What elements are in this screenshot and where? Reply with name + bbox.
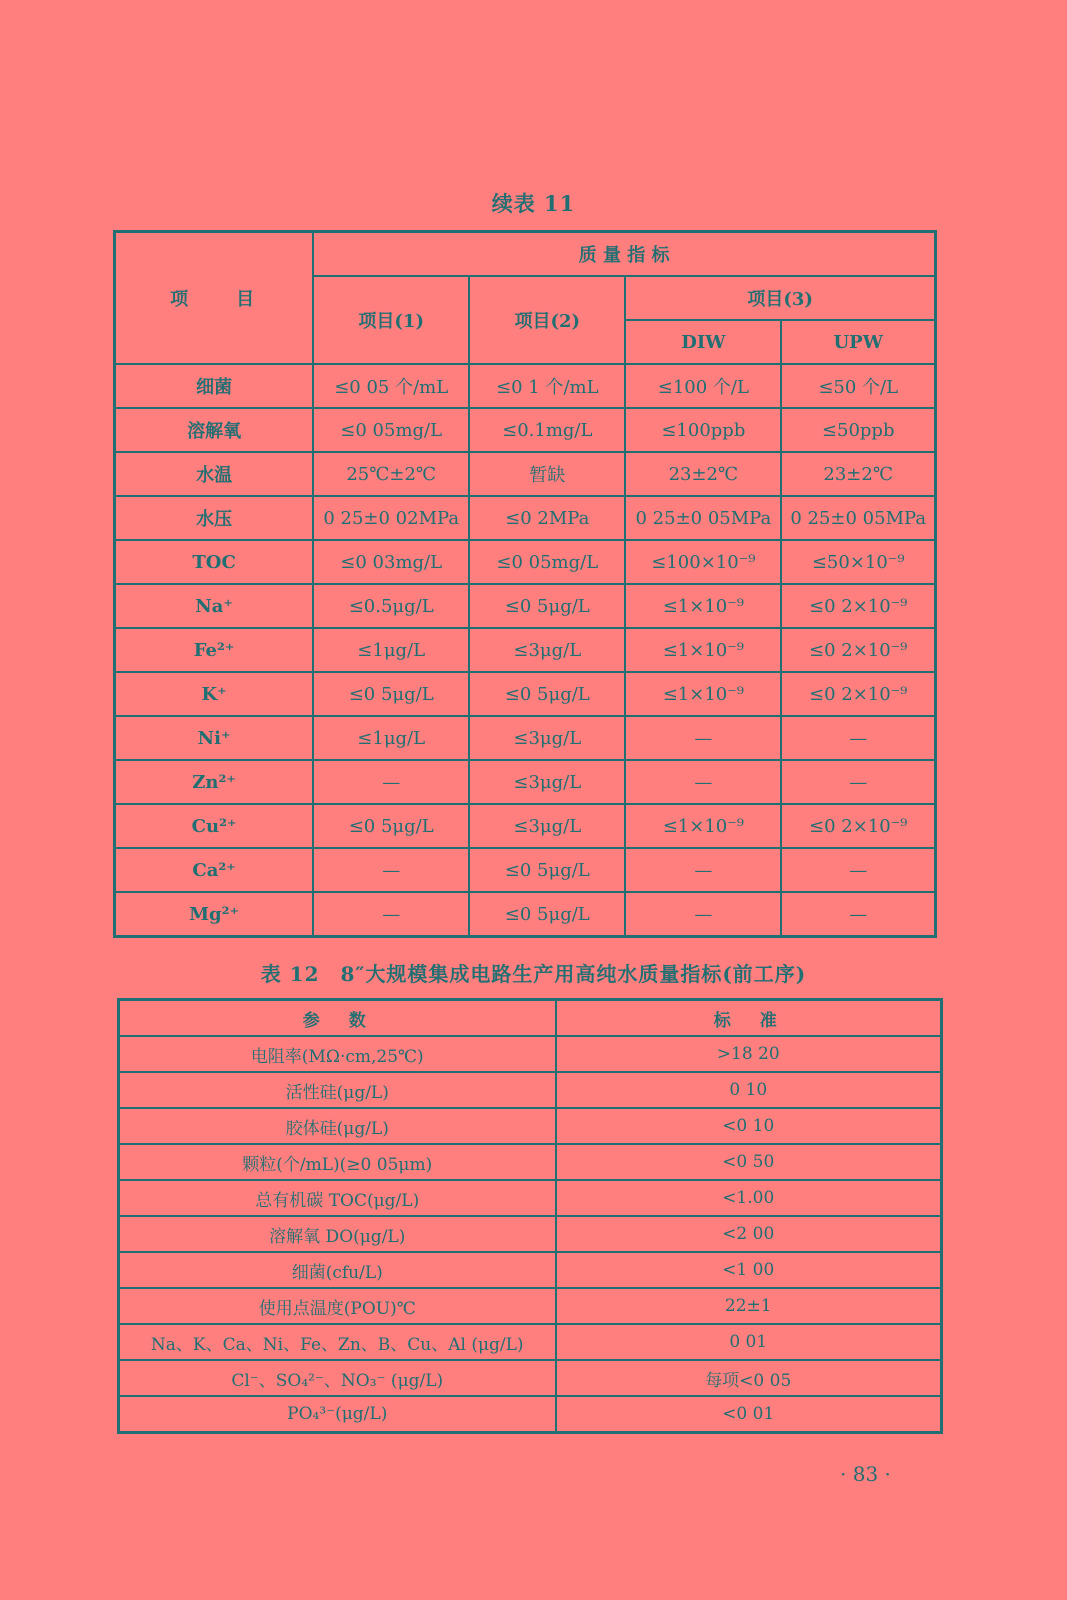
table11-title: 续表 11 [491,191,576,216]
cell-diw: ≤100 个/L [625,364,781,408]
cell-diw: — [625,848,781,892]
cell-col2: ≤3μg/L [469,716,625,760]
cell-diw: — [625,760,781,804]
row-item: 水温 [115,452,314,496]
cell-col2: ≤0 5μg/L [469,848,625,892]
cell-std: 0 01 [556,1324,942,1360]
cell-std: <0 01 [556,1396,942,1433]
table-row [119,1144,942,1180]
table-row [119,1288,942,1324]
table-row [119,1036,942,1072]
cell-param: 使用点温度(POU)℃ [119,1288,556,1324]
cell-col2: ≤3μg/L [469,760,625,804]
cell-diw: ≤1×10⁻⁹ [625,584,781,628]
cell-col2: ≤3μg/L [469,628,625,672]
cell-upw: ≤0 2×10⁻⁹ [781,804,935,848]
header-diw: DIW [625,320,781,364]
cell-upw: — [781,760,935,804]
cell-col1: ≤0 03mg/L [313,540,469,584]
header-col1: 项目(1) [313,276,469,364]
row-item: Cu²⁺ [115,804,314,848]
cell-upw: ≤0 2×10⁻⁹ [781,672,935,716]
cell-upw: — [781,892,935,937]
cell-diw: — [625,892,781,937]
cell-col2: ≤3μg/L [469,804,625,848]
table-row [119,1072,942,1108]
table-row [115,672,936,716]
cell-col1: ≤0.5μg/L [313,584,469,628]
row-item: Na⁺ [115,584,314,628]
cell-param: 细菌(cfu/L) [119,1252,556,1288]
table-row [115,408,936,452]
cell-col1: ≤0 05mg/L [313,408,469,452]
cell-col1: — [313,760,469,804]
cell-upw: ≤0 2×10⁻⁹ [781,584,935,628]
cell-std: <1.00 [556,1180,942,1216]
table11-body [115,232,936,937]
page-number: · 83 · [840,1462,891,1486]
table-row [115,452,936,496]
cell-diw: 0 25±0 05MPa [625,496,781,540]
cell-param: 胶体硅(μg/L) [119,1108,556,1144]
cell-std: <0 50 [556,1144,942,1180]
header-col2: 项目(2) [469,276,625,364]
cell-std: >18 20 [556,1036,942,1072]
header-col3: 项目(3) [625,276,935,320]
cell-diw: ≤100ppb [625,408,781,452]
cell-col1: 25℃±2℃ [313,452,469,496]
table-row [119,1108,942,1144]
cell-col2: ≤0.1mg/L [469,408,625,452]
cell-diw: ≤1×10⁻⁹ [625,672,781,716]
table-row [119,1180,942,1216]
cell-diw: ≤1×10⁻⁹ [625,628,781,672]
cell-upw: 23±2℃ [781,452,935,496]
cell-col2: 暂缺 [469,452,625,496]
table-row [115,892,936,937]
row-item: Fe²⁺ [115,628,314,672]
cell-upw: ≤0 2×10⁻⁹ [781,628,935,672]
header-quality: 质 量 指 标 [313,232,935,277]
cell-diw: ≤1×10⁻⁹ [625,804,781,848]
cell-upw: — [781,848,935,892]
table-row [115,716,936,760]
table-row [115,540,936,584]
cell-col2: ≤0 5μg/L [469,584,625,628]
cell-col1: ≤0 5μg/L [313,804,469,848]
cell-std: 0 10 [556,1072,942,1108]
table-row [115,496,936,540]
row-item: 水压 [115,496,314,540]
cell-diw: — [625,716,781,760]
cell-upw: ≤50ppb [781,408,935,452]
cell-upw: ≤50×10⁻⁹ [781,540,935,584]
cell-std: <2 00 [556,1216,942,1252]
cell-std: 22±1 [556,1288,942,1324]
cell-col1: ≤0 05 个/mL [313,364,469,408]
cell-param: 电阻率(MΩ·cm,25℃) [119,1036,556,1072]
table-row [115,760,936,804]
cell-param: 颗粒(个/mL)(≥0 05μm) [119,1144,556,1180]
cell-param: Na、K、Ca、Ni、Fe、Zn、B、Cu、Al (μg/L) [119,1324,556,1360]
table-row [115,628,936,672]
table12 [117,998,943,1434]
table11-header-row-1 [115,232,936,277]
cell-param: 溶解氧 DO(μg/L) [119,1216,556,1252]
table-row [115,804,936,848]
header-upw: UPW [781,320,935,364]
cell-col1: — [313,848,469,892]
cell-col1: — [313,892,469,937]
row-item: Zn²⁺ [115,760,314,804]
cell-param: Cl⁻、SO₄²⁻、NO₃⁻ (μg/L) [119,1360,556,1396]
table-row [115,584,936,628]
table-row [119,1252,942,1288]
cell-diw: 23±2℃ [625,452,781,496]
table12-header-row [119,1000,942,1037]
header-std: 标 准 [556,1000,942,1037]
row-item: K⁺ [115,672,314,716]
row-item: Ca²⁺ [115,848,314,892]
table-row [119,1216,942,1252]
table-row [115,364,936,408]
table11 [113,230,937,938]
cell-std: <0 10 [556,1108,942,1144]
cell-std: <1 00 [556,1252,942,1288]
cell-col1: ≤1μg/L [313,716,469,760]
row-item: TOC [115,540,314,584]
row-item: Ni⁺ [115,716,314,760]
cell-upw: ≤50 个/L [781,364,935,408]
cell-upw: — [781,716,935,760]
row-item: 溶解氧 [115,408,314,452]
cell-col1: ≤0 5μg/L [313,672,469,716]
table-row [119,1360,942,1396]
table12-title: 表 12 8″大规模集成电路生产用高纯水质量指标(前工序) [260,962,807,986]
cell-param: PO₄³⁻(μg/L) [119,1396,556,1433]
table-row [115,848,936,892]
cell-param: 活性硅(μg/L) [119,1072,556,1108]
cell-col2: ≤0 5μg/L [469,892,625,937]
row-item: 细菌 [115,364,314,408]
cell-std: 每项<0 05 [556,1360,942,1396]
cell-col1: 0 25±0 02MPa [313,496,469,540]
header-param: 参 数 [119,1000,556,1037]
cell-diw: ≤100×10⁻⁹ [625,540,781,584]
cell-col2: ≤0 1 个/mL [469,364,625,408]
header-item: 项 目 [115,232,314,365]
table-row [119,1396,942,1433]
cell-col2: ≤0 5μg/L [469,672,625,716]
cell-col2: ≤0 2MPa [469,496,625,540]
cell-col1: ≤1μg/L [313,628,469,672]
table12-body [119,1000,942,1433]
cell-upw: 0 25±0 05MPa [781,496,935,540]
table-row [119,1324,942,1360]
cell-param: 总有机碳 TOC(μg/L) [119,1180,556,1216]
cell-col2: ≤0 05mg/L [469,540,625,584]
row-item: Mg²⁺ [115,892,314,937]
